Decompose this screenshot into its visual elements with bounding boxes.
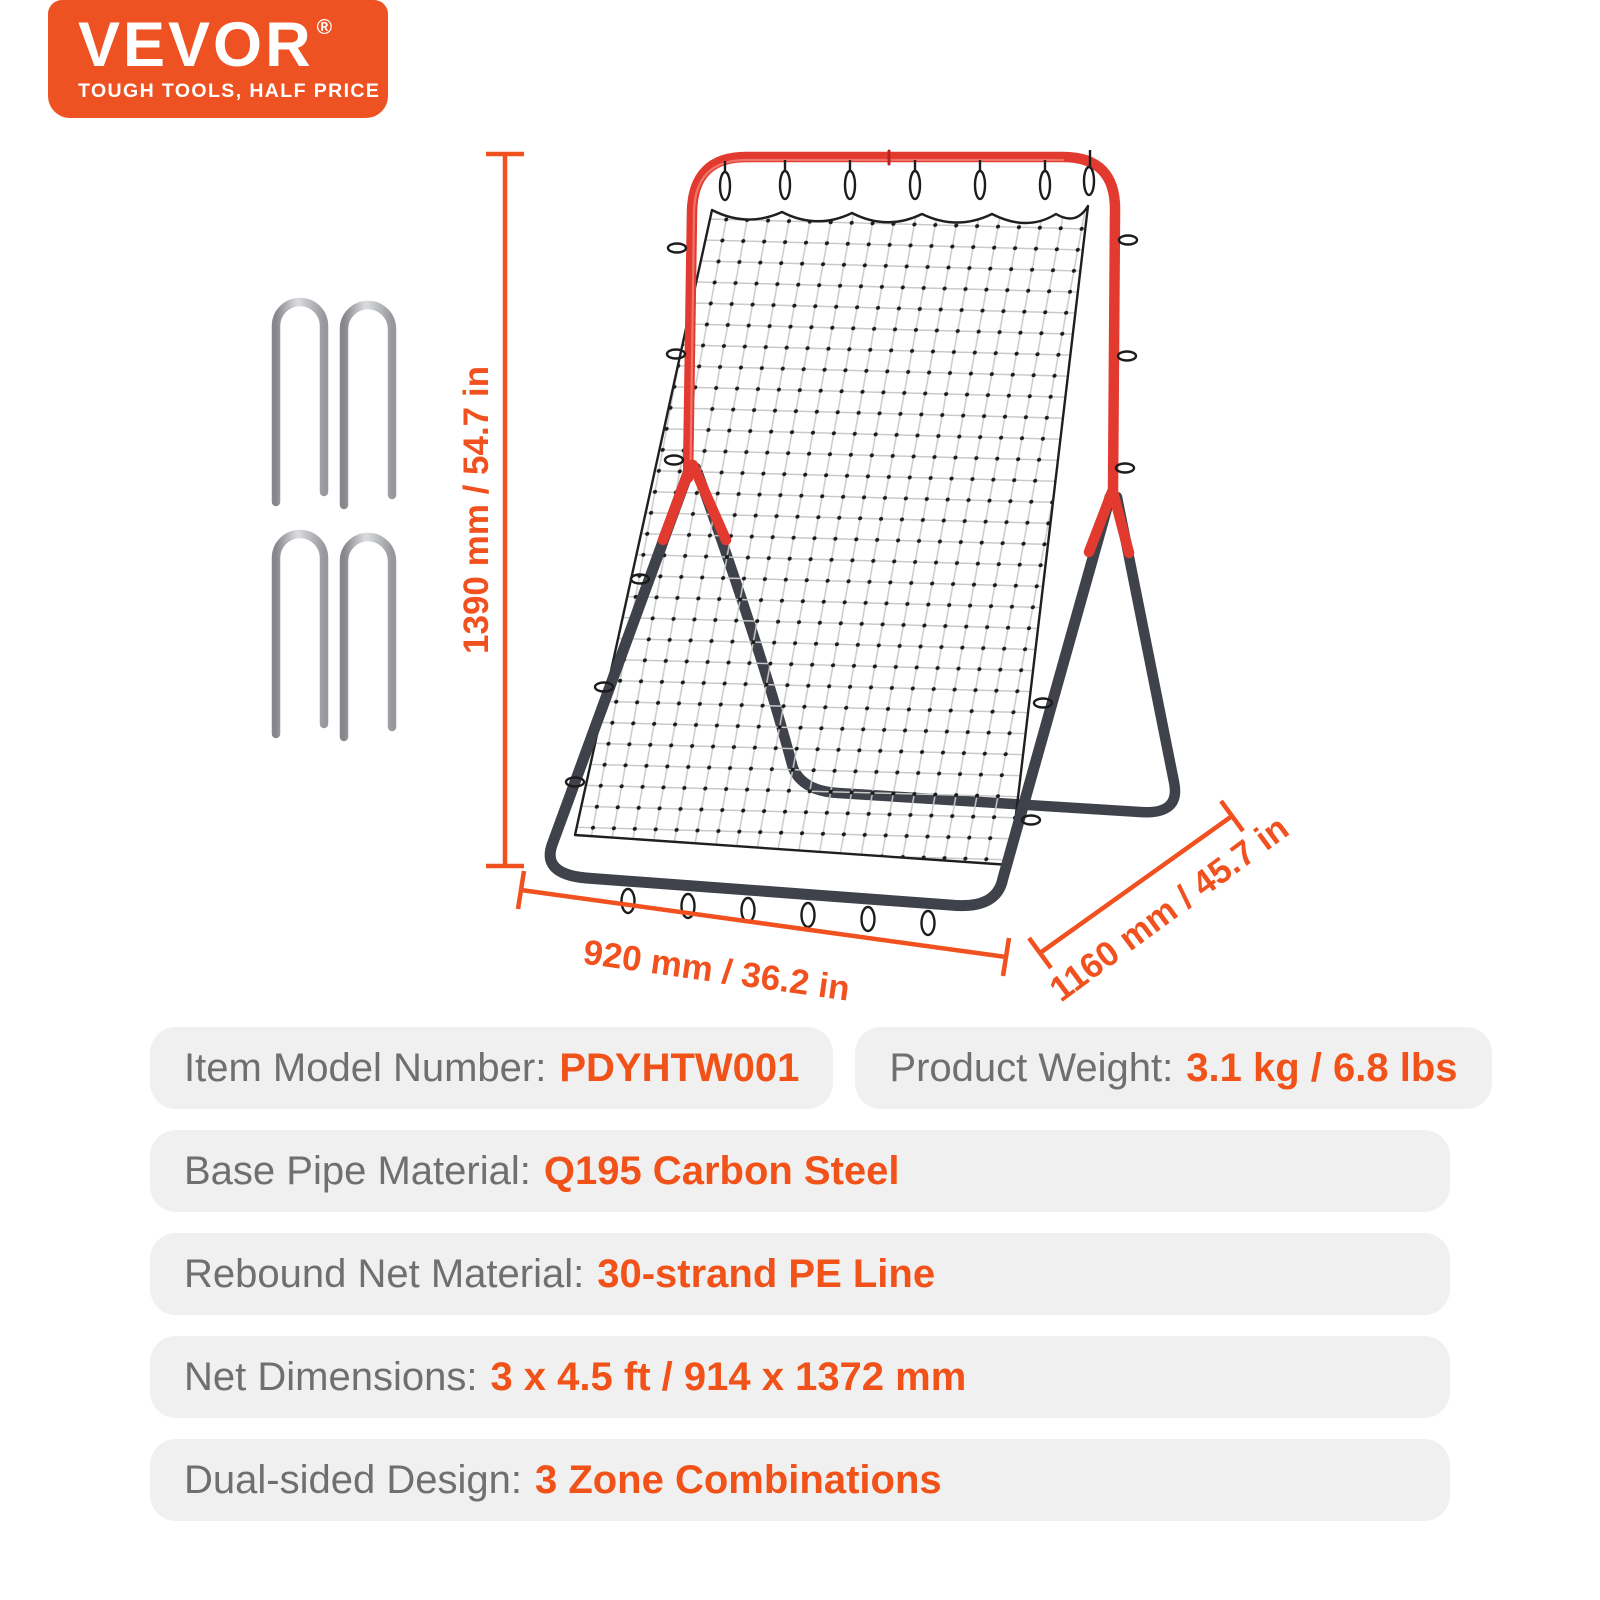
spec-label: Base Pipe Material: [184, 1148, 531, 1193]
spec-label: Dual-sided Design: [184, 1457, 522, 1502]
specs-section [150, 1027, 1458, 1521]
ground-stakes [276, 302, 392, 737]
spec-label: Product Weight: [889, 1045, 1174, 1090]
stake-icon [344, 305, 392, 505]
spec-value: 3.1 kg / 6.8 lbs [1186, 1045, 1458, 1090]
spec-net-dimensions [150, 1336, 1450, 1418]
stake-icon [276, 302, 324, 502]
spec-row [150, 1336, 1450, 1418]
spec-row [150, 1439, 1450, 1521]
height-dimension-label: 1390 mm / 54.7 in [457, 366, 496, 654]
spec-label: Item Model Number: [184, 1045, 547, 1090]
spec-row [150, 1027, 1458, 1109]
rebound-net [575, 206, 1088, 865]
spec-row [150, 1130, 1450, 1212]
spec-value: 30-strand PE Line [597, 1251, 936, 1296]
spec-value: PDYHTW001 [559, 1045, 800, 1090]
spec-label: Net Dimensions: [184, 1354, 478, 1399]
spec-item-model-number [150, 1027, 833, 1109]
stake-icon [344, 537, 392, 737]
stake-icon [276, 534, 324, 734]
spec-value: 3 Zone Combinations [534, 1457, 942, 1502]
spec-label: Rebound Net Material: [184, 1251, 585, 1296]
spec-rebound-net-material [150, 1233, 1450, 1315]
width-dimension-label: 920 mm / 36.2 in [580, 932, 853, 1009]
registered-trademark-icon: ® [316, 16, 333, 39]
spec-product-weight [855, 1027, 1491, 1109]
spec-value: Q195 Carbon Steel [543, 1148, 900, 1193]
logo-tagline: TOUGH TOOLS, HALF PRICE [78, 80, 381, 102]
spec-value: 3 x 4.5 ft / 914 x 1372 mm [490, 1354, 967, 1399]
logo-brand-text: VEVOR [78, 10, 314, 80]
depth-dimension-label: 1160 mm / 45.7 in [1042, 808, 1296, 1010]
spec-dual-sided-design [150, 1439, 1450, 1521]
spec-row [150, 1233, 1450, 1315]
spec-base-pipe-material [150, 1130, 1450, 1212]
